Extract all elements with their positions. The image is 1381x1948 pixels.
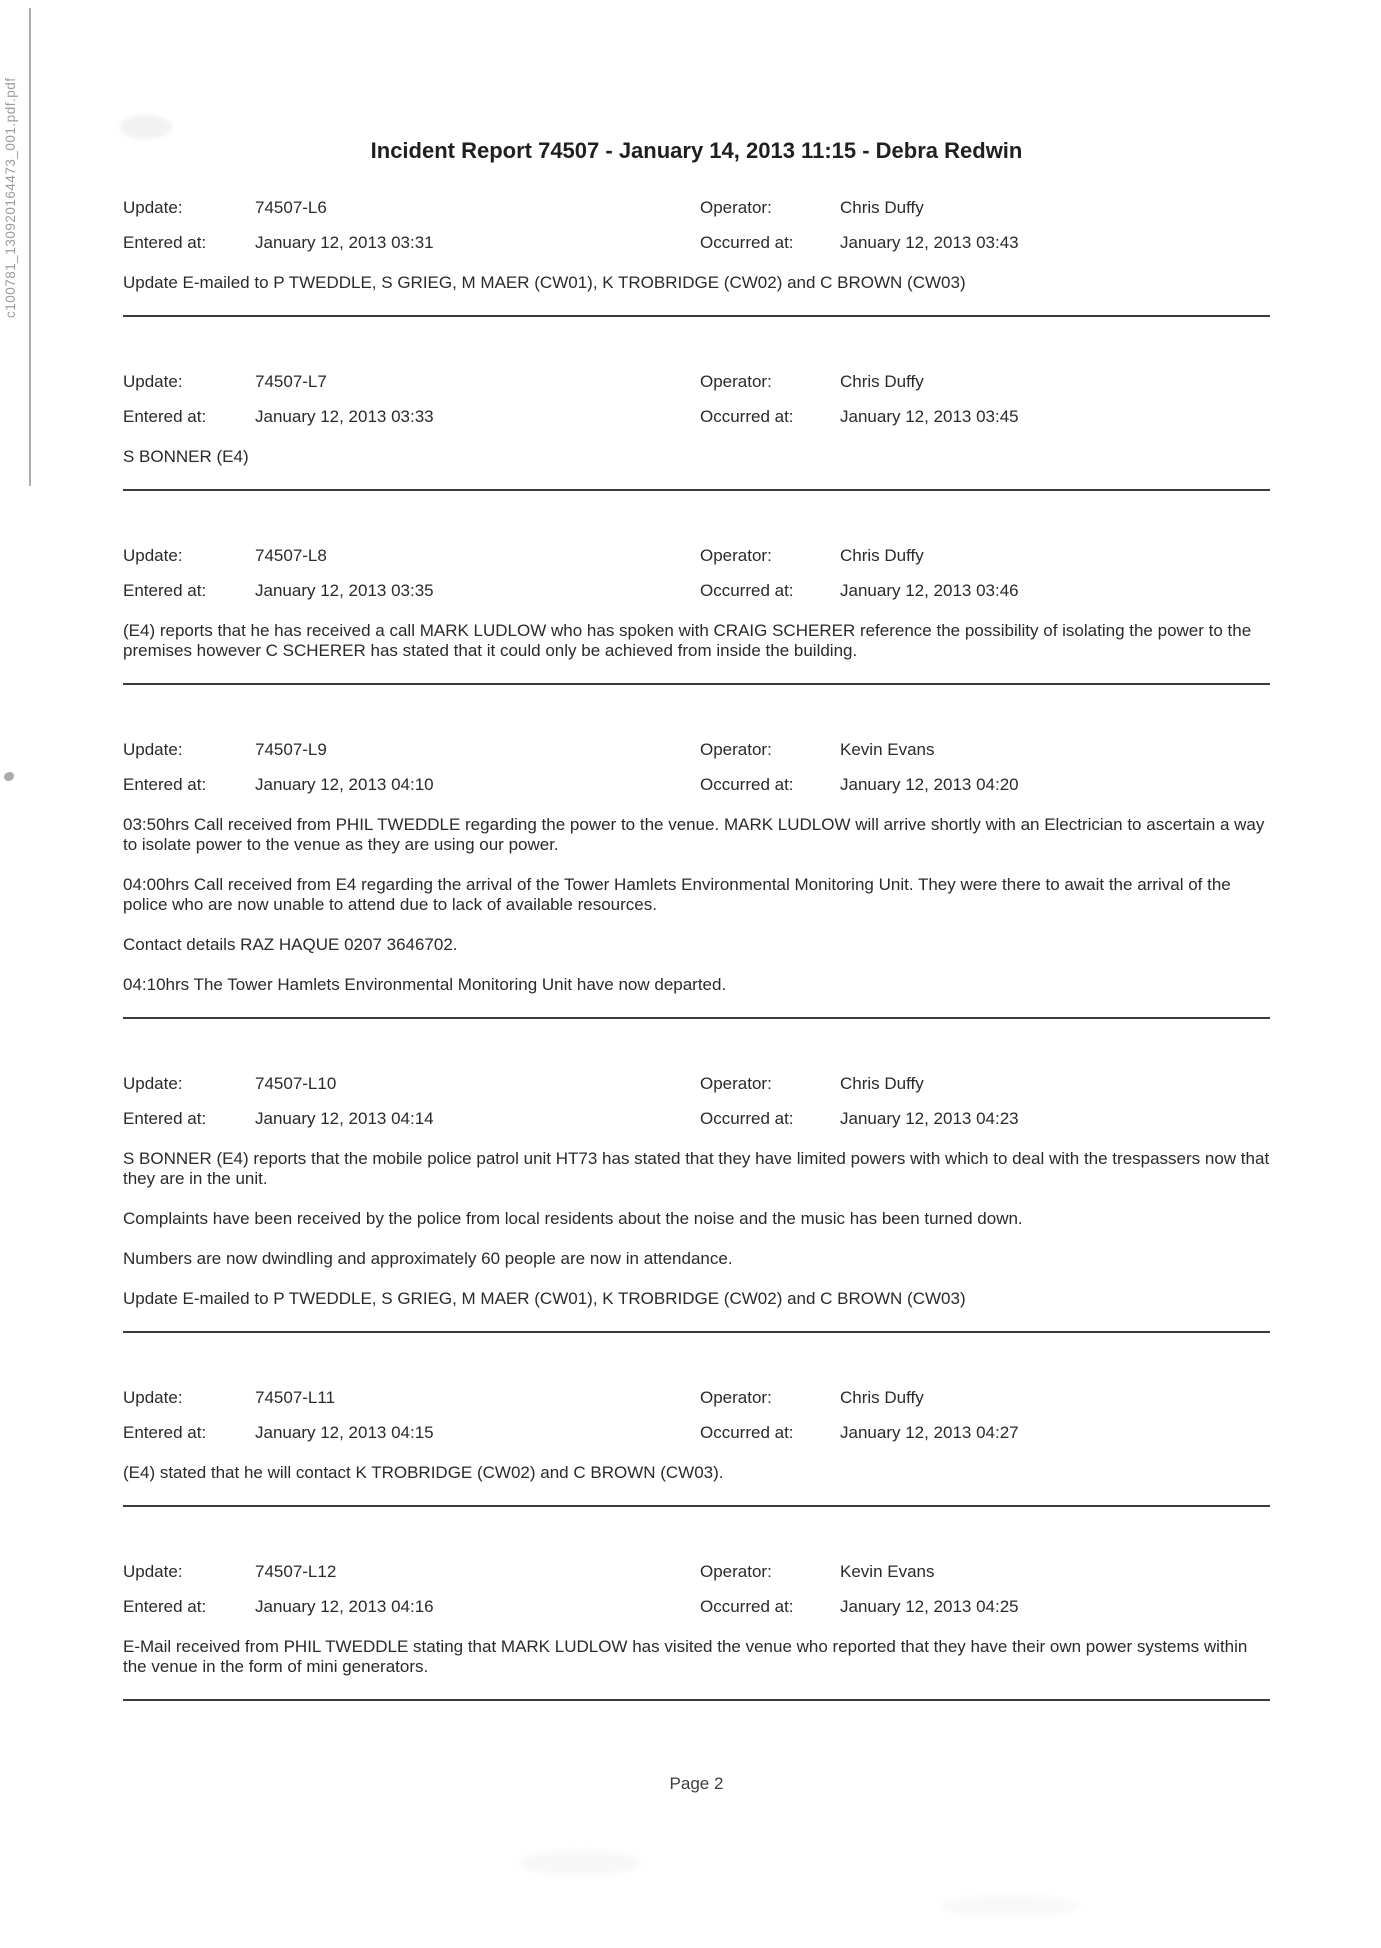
update-paragraph: (E4) reports that he has received a call MARK LUDLOW who has spoken with CRAIG SCHERER reference the possibility of isolating the power to the premises however C SCHERER has stated that it could only be achieved from inside the building. bbox=[123, 621, 1252, 660]
section-divider bbox=[123, 1505, 1270, 1507]
update-paragraph: Complaints have been received by the police from local residents about the noise and the music has been turned down. bbox=[123, 1209, 1023, 1228]
update-meta bbox=[123, 198, 1270, 253]
update-paragraph: S BONNER (E4) reports that the mobile police patrol unit HT73 has stated that they have limited powers with which to deal with the trespassers now that they are in the unit. bbox=[123, 1149, 1270, 1188]
section-divider bbox=[123, 1331, 1270, 1333]
occurred-at-label: Occurred at: bbox=[700, 775, 794, 794]
update-id: 74507-L12 bbox=[255, 1562, 337, 1581]
update-meta bbox=[123, 1074, 1270, 1129]
update-body bbox=[123, 1149, 1270, 1309]
entered-at-label: Entered at: bbox=[123, 1423, 207, 1442]
document-page bbox=[123, 0, 1270, 1794]
entered-at-value: January 12, 2013 03:33 bbox=[255, 407, 434, 426]
operator-label: Operator: bbox=[700, 372, 772, 391]
entered-at-label: Entered at: bbox=[123, 581, 207, 600]
update-section bbox=[123, 198, 1270, 317]
page-footer bbox=[123, 1774, 1270, 1794]
update-label: Update: bbox=[123, 546, 183, 565]
update-meta bbox=[123, 1562, 1270, 1617]
page-number: Page 2 bbox=[669, 1774, 724, 1793]
operator-label: Operator: bbox=[700, 1562, 772, 1581]
occurred-at-label: Occurred at: bbox=[700, 1423, 794, 1442]
operator-label: Operator: bbox=[700, 740, 772, 759]
update-paragraph: S BONNER (E4) bbox=[123, 447, 249, 466]
scan-edge-filename: c100781_130920164473_001.pdf.pdf bbox=[3, 77, 18, 318]
update-body bbox=[123, 815, 1270, 995]
scan-speck bbox=[4, 772, 14, 781]
update-id: 74507-L6 bbox=[255, 198, 327, 217]
section-divider bbox=[123, 1699, 1270, 1701]
operator-name: Chris Duffy bbox=[840, 198, 924, 217]
update-label: Update: bbox=[123, 1562, 183, 1581]
occurred-at-value: January 12, 2013 04:25 bbox=[840, 1597, 1019, 1616]
update-body bbox=[123, 447, 1270, 467]
update-id: 74507-L10 bbox=[255, 1074, 337, 1093]
update-body bbox=[123, 1463, 1270, 1483]
entered-at-value: January 12, 2013 04:16 bbox=[255, 1597, 434, 1616]
occurred-at-value: January 12, 2013 04:20 bbox=[840, 775, 1019, 794]
occurred-at-value: January 12, 2013 04:23 bbox=[840, 1109, 1019, 1128]
update-id: 74507-L7 bbox=[255, 372, 327, 391]
operator-label: Operator: bbox=[700, 1074, 772, 1093]
update-id: 74507-L9 bbox=[255, 740, 327, 759]
entered-at-value: January 12, 2013 04:10 bbox=[255, 775, 434, 794]
operator-name: Chris Duffy bbox=[840, 546, 924, 565]
update-paragraph: E-Mail received from PHIL TWEDDLE stating that MARK LUDLOW has visited the venue who reported that they have their own power systems within the venue in the form of mini generators. bbox=[123, 1637, 1248, 1676]
update-paragraph: 04:10hrs The Tower Hamlets Environmental Monitoring Unit have now departed. bbox=[123, 975, 727, 994]
update-meta bbox=[123, 546, 1270, 601]
entered-at-value: January 12, 2013 04:15 bbox=[255, 1423, 434, 1442]
section-divider bbox=[123, 489, 1270, 491]
update-paragraph: 04:00hrs Call received from E4 regarding the arrival of the Tower Hamlets Environmental Monitoring Unit. They were there to await the arrival of the police who are now unable to attend due to lack of available resources. bbox=[123, 875, 1231, 914]
update-id: 74507-L8 bbox=[255, 546, 327, 565]
operator-name: Chris Duffy bbox=[840, 1388, 924, 1407]
entered-at-value: January 12, 2013 03:31 bbox=[255, 233, 434, 252]
update-label: Update: bbox=[123, 1074, 183, 1093]
occurred-at-label: Occurred at: bbox=[700, 1109, 794, 1128]
update-paragraph: Numbers are now dwindling and approximately 60 people are now in attendance. bbox=[123, 1249, 733, 1268]
update-meta bbox=[123, 372, 1270, 427]
entered-at-label: Entered at: bbox=[123, 1597, 207, 1616]
page-title: Incident Report 74507 - January 14, 2013 11:15 - Debra Redwin bbox=[370, 138, 1023, 163]
update-section bbox=[123, 1074, 1270, 1333]
occurred-at-label: Occurred at: bbox=[700, 407, 794, 426]
occurred-at-value: January 12, 2013 03:43 bbox=[840, 233, 1019, 252]
operator-label: Operator: bbox=[700, 546, 772, 565]
operator-label: Operator: bbox=[700, 198, 772, 217]
scan-edge-line bbox=[29, 8, 31, 486]
update-label: Update: bbox=[123, 740, 183, 759]
update-paragraph: Contact details RAZ HAQUE 0207 3646702. bbox=[123, 935, 458, 954]
operator-name: Chris Duffy bbox=[840, 372, 924, 391]
section-divider bbox=[123, 315, 1270, 317]
occurred-at-value: January 12, 2013 03:46 bbox=[840, 581, 1019, 600]
occurred-at-value: January 12, 2013 03:45 bbox=[840, 407, 1019, 426]
updates-list bbox=[123, 198, 1270, 1701]
update-paragraph: (E4) stated that he will contact K TROBRIDGE (CW02) and C BROWN (CW03). bbox=[123, 1463, 724, 1482]
occurred-at-value: January 12, 2013 04:27 bbox=[840, 1423, 1019, 1442]
scan-smudge bbox=[940, 1895, 1080, 1917]
entered-at-value: January 12, 2013 04:14 bbox=[255, 1109, 434, 1128]
update-paragraph: Update E-mailed to P TWEDDLE, S GRIEG, M MAER (CW01), K TROBRIDGE (CW02) and C BROWN (CW03) bbox=[123, 273, 966, 292]
update-body bbox=[123, 621, 1270, 661]
update-section bbox=[123, 740, 1270, 1019]
update-body bbox=[123, 1637, 1270, 1677]
occurred-at-label: Occurred at: bbox=[700, 233, 794, 252]
operator-name: Kevin Evans bbox=[840, 740, 935, 759]
entered-at-label: Entered at: bbox=[123, 775, 207, 794]
occurred-at-label: Occurred at: bbox=[700, 581, 794, 600]
entered-at-label: Entered at: bbox=[123, 407, 207, 426]
update-body bbox=[123, 273, 1270, 293]
update-meta bbox=[123, 740, 1270, 795]
update-section bbox=[123, 372, 1270, 491]
section-divider bbox=[123, 683, 1270, 685]
update-paragraph: 03:50hrs Call received from PHIL TWEDDLE regarding the power to the venue. MARK LUDLOW will arrive shortly with an Electrician to ascertain a way to isolate power to the venue as they are using our power. bbox=[123, 815, 1265, 854]
occurred-at-label: Occurred at: bbox=[700, 1597, 794, 1616]
update-label: Update: bbox=[123, 1388, 183, 1407]
update-id: 74507-L11 bbox=[255, 1388, 336, 1407]
entered-at-label: Entered at: bbox=[123, 1109, 207, 1128]
operator-label: Operator: bbox=[700, 1388, 772, 1407]
operator-name: Kevin Evans bbox=[840, 1562, 935, 1581]
update-label: Update: bbox=[123, 198, 183, 217]
update-section bbox=[123, 1388, 1270, 1507]
scan-smudge bbox=[520, 1850, 640, 1876]
entered-at-label: Entered at: bbox=[123, 233, 207, 252]
update-section bbox=[123, 1562, 1270, 1701]
update-meta bbox=[123, 1388, 1270, 1443]
operator-name: Chris Duffy bbox=[840, 1074, 924, 1093]
section-divider bbox=[123, 1017, 1270, 1019]
update-paragraph: Update E-mailed to P TWEDDLE, S GRIEG, M MAER (CW01), K TROBRIDGE (CW02) and C BROWN (CW03) bbox=[123, 1289, 966, 1308]
update-label: Update: bbox=[123, 372, 183, 391]
entered-at-value: January 12, 2013 03:35 bbox=[255, 581, 434, 600]
update-section bbox=[123, 546, 1270, 685]
